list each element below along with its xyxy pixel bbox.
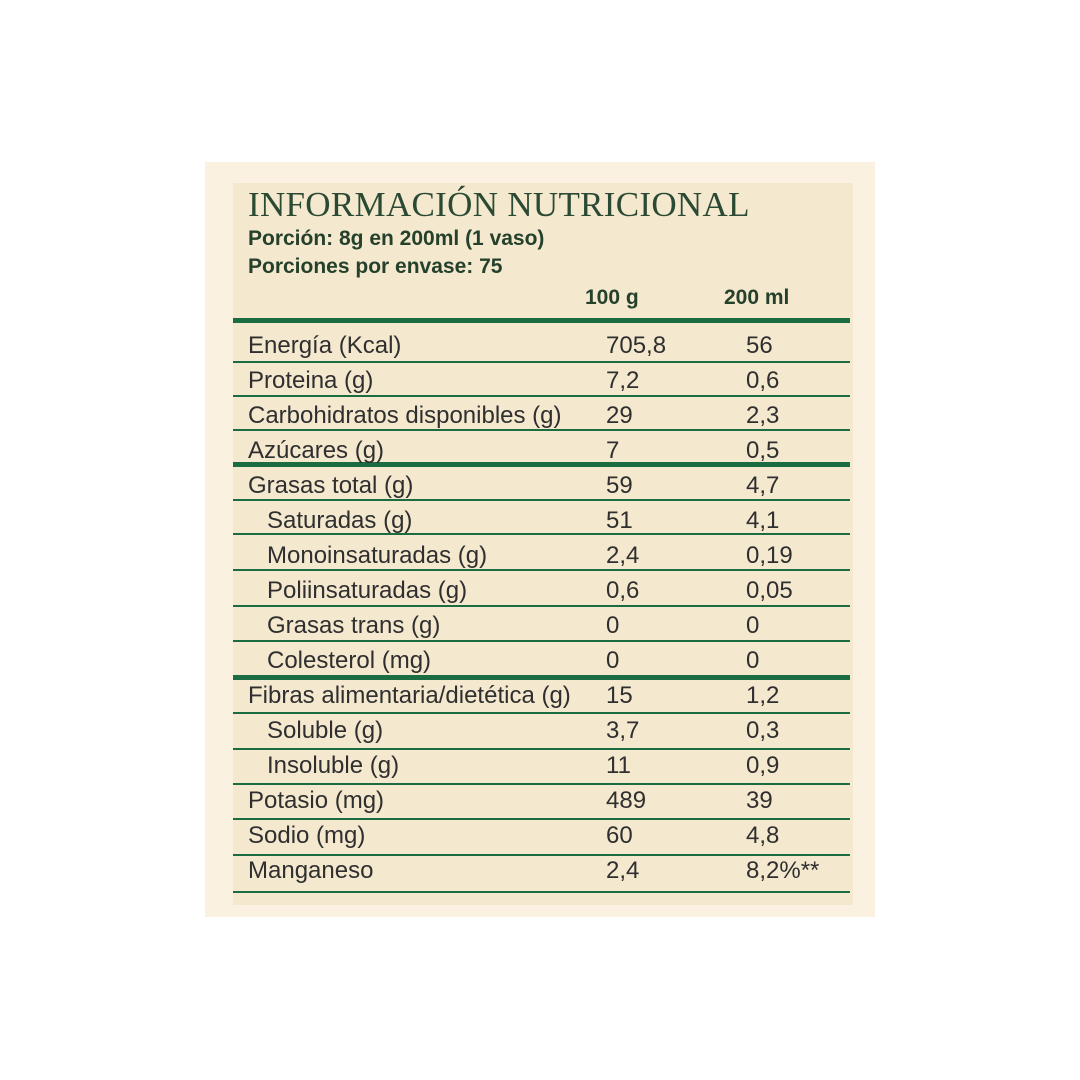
- nutrient-label: Potasio (mg): [248, 787, 385, 814]
- table-row: [248, 821, 850, 856]
- value-200ml: 0,9: [746, 752, 780, 779]
- table-row: [248, 331, 850, 366]
- value-100g: 7,2: [606, 367, 640, 394]
- table-row: [248, 611, 850, 646]
- table-row: [248, 646, 850, 681]
- nutrient-label: Grasas total (g): [248, 472, 414, 499]
- nutrient-label: Insoluble (g): [267, 752, 400, 779]
- column-header-100g: 100 g: [585, 286, 639, 309]
- table-row: [248, 436, 850, 471]
- value-200ml: 0,19: [746, 542, 793, 569]
- value-100g: 2,4: [606, 857, 640, 884]
- table-row: [248, 751, 850, 786]
- nutrient-label: Monoinsaturadas (g): [267, 542, 488, 569]
- value-100g: 705,8: [606, 332, 667, 359]
- value-200ml: 0: [746, 612, 760, 639]
- nutrient-label: Carbohidratos disponibles (g): [248, 402, 562, 429]
- thick-divider: [233, 318, 850, 323]
- nutrient-label: Sodio (mg): [248, 822, 366, 849]
- nutrient-label: Colesterol (mg): [267, 647, 432, 674]
- value-100g: 15: [606, 682, 633, 709]
- value-100g: 51: [606, 507, 633, 534]
- nutrient-label: Manganeso: [248, 857, 374, 884]
- table-title: INFORMACIÓN NUTRICIONAL: [248, 185, 750, 224]
- column-header-200ml: 200 ml: [724, 286, 790, 309]
- table-row: [248, 541, 850, 576]
- value-200ml: 4,7: [746, 472, 780, 499]
- table-row: [248, 856, 850, 891]
- value-100g: 0,6: [606, 577, 640, 604]
- nutrient-label: Grasas trans (g): [267, 612, 441, 639]
- nutrient-label: Proteina (g): [248, 367, 374, 394]
- portion-text: Porción: 8g en 200ml (1 vaso): [248, 227, 545, 250]
- servings-text: Porciones por envase: 75: [248, 255, 503, 278]
- value-200ml: 1,2: [746, 682, 780, 709]
- value-100g: 7: [606, 437, 620, 464]
- table-row: [248, 681, 850, 716]
- value-200ml: 0,6: [746, 367, 780, 394]
- table-row: [248, 716, 850, 751]
- row-divider: [233, 891, 850, 893]
- value-200ml: 2,3: [746, 402, 780, 429]
- value-200ml: 0: [746, 647, 760, 674]
- value-100g: 59: [606, 472, 633, 499]
- table-row: [248, 506, 850, 541]
- table-row: [248, 471, 850, 506]
- nutrient-label: Azúcares (g): [248, 437, 385, 464]
- value-200ml: 39: [746, 787, 773, 814]
- value-100g: 29: [606, 402, 633, 429]
- value-200ml: 56: [746, 332, 773, 359]
- value-100g: 0: [606, 647, 620, 674]
- nutrient-label: Energía (Kcal): [248, 332, 402, 359]
- value-100g: 60: [606, 822, 633, 849]
- nutrient-label: Soluble (g): [267, 717, 384, 744]
- nutrient-label: Poliinsaturadas (g): [267, 577, 468, 604]
- value-200ml: 4,8: [746, 822, 780, 849]
- table-row: [248, 786, 850, 821]
- table-row: [248, 366, 850, 401]
- value-100g: 11: [606, 752, 631, 779]
- value-200ml: 4,1: [746, 507, 780, 534]
- value-100g: 3,7: [606, 717, 640, 744]
- value-100g: 2,4: [606, 542, 640, 569]
- value-100g: 0: [606, 612, 620, 639]
- value-200ml: 8,2%**: [746, 857, 820, 884]
- value-200ml: 0,05: [746, 577, 793, 604]
- value-100g: 489: [606, 787, 647, 814]
- value-200ml: 0,3: [746, 717, 780, 744]
- nutrient-label: Saturadas (g): [267, 507, 413, 534]
- nutrient-label: Fibras alimentaria/dietética (g): [248, 682, 571, 709]
- table-row: [248, 576, 850, 611]
- table-row: [248, 401, 850, 436]
- value-200ml: 0,5: [746, 437, 780, 464]
